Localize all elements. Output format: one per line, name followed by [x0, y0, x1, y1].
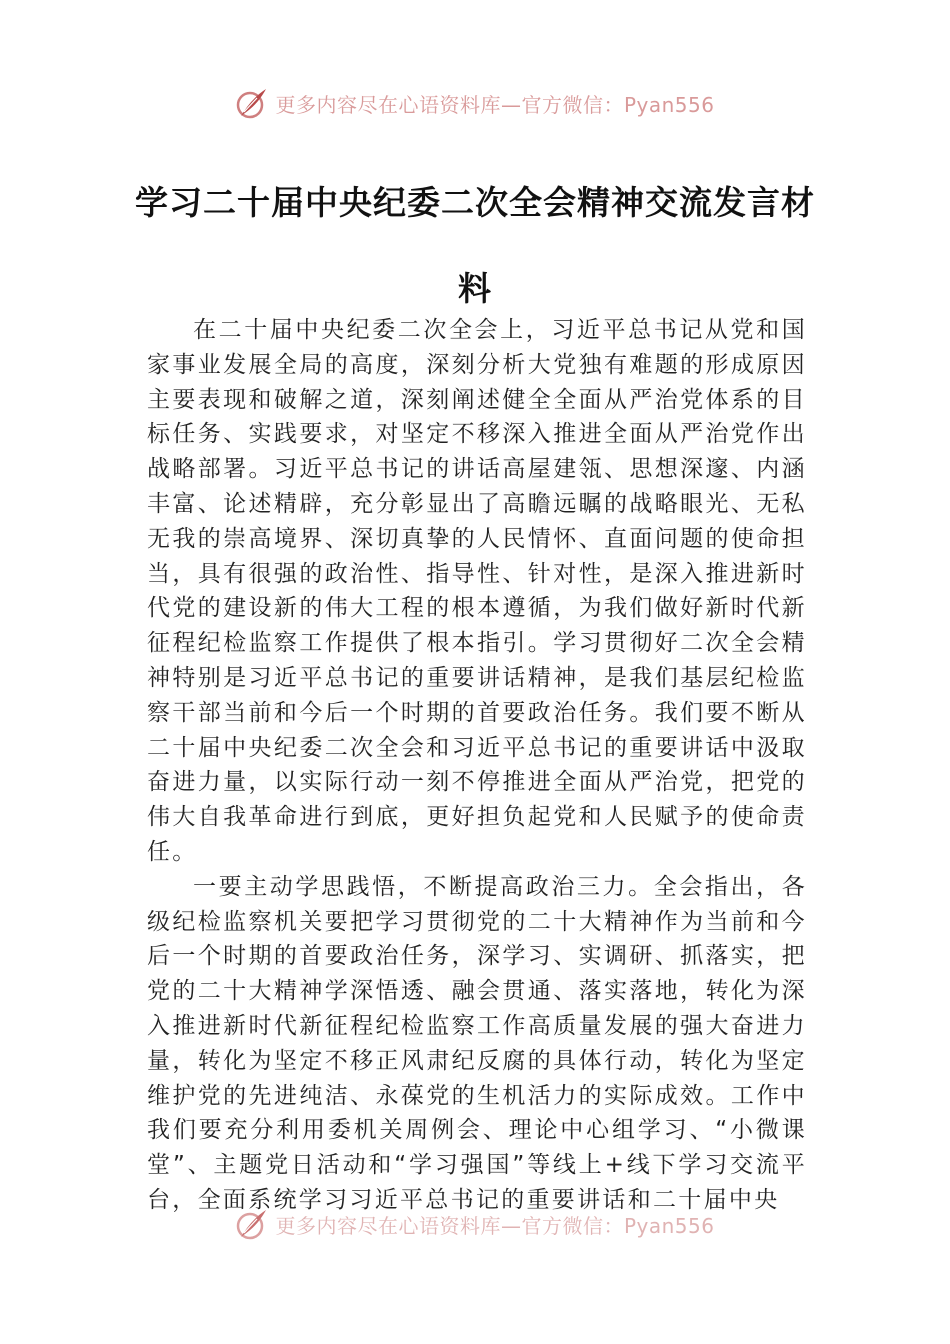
header-watermark [0, 83, 950, 123]
paragraph: 一要主动学思践悟，不断提高政治三力。全会指出，各级纪检监察机关要把学习贯彻党的二十大精神作为当前和今后一个时期的首要政治任务，深学习、实调研、抓落实，把党的二十大精神学深悟透、融会贯通、落实落地，转化为深入推进新时代新征程纪检监察工作高质量发展的强大奋进力量，转化为坚定不移正风肃纪反腐的具体行动，转化为坚定维护党的先进纯洁、永葆党的生机活力的实际成效。工作中我们要充分利用委机关周例会、理论中心组学习、“小微课堂”、主题党日活动和“学习强国”等线上+线下学习交流平台，全面系统学习习近平总书记的重要讲话和二十届中央 [147, 873, 807, 1213]
watermark-text: 更多内容尽在心语资料库—官方微信：Pyan556 [275, 92, 715, 117]
footer-watermark [0, 1204, 950, 1244]
document-title: 学习二十届中央纪委二次全会精神交流发言材料 [135, 183, 815, 308]
paragraph: 在二十届中央纪委二次全会上，习近平总书记从党和国家事业发展全局的高度，深刻分析大党独有难题的形成原因主要表现和破解之道，深刻阐述健全全面从严治党体系的目标任务、实践要求，对坚定不移深入推进全面从严治党作出战略部署。习近平总书记的讲话高屋建瓴、思想深邃、内涵丰富、论述精辟，充分彰显出了高瞻远瞩的战略眼光、无私无我的崇高境界、深切真挚的人民情怀、直面问题的使命担当，具有很强的政治性、指导性、针对性，是深入推进新时代党的建设新的伟大工程的根本遵循，为我们做好新时代新征程纪检监察工作提供了根本指引。学习贯彻好二次全会精神特别是习近平总书记的重要讲话精神，是我们基层纪检监察干部当前和今后一个时期的首要政治任务。我们要不断从二十届中央纪委二次全会和习近平总书记的重要讲话中汲取奋进力量，以实际行动一刻不停推进全面从严治党，把党的伟大自我革命进行到底，更好担负起党和人民赋予的使命责任。 [147, 317, 807, 865]
quill-logo-icon [235, 86, 269, 120]
document-body [147, 313, 807, 1218]
quill-logo-icon [235, 1207, 269, 1241]
watermark-text: 更多内容尽在心语资料库—官方微信：Pyan556 [275, 1213, 715, 1238]
